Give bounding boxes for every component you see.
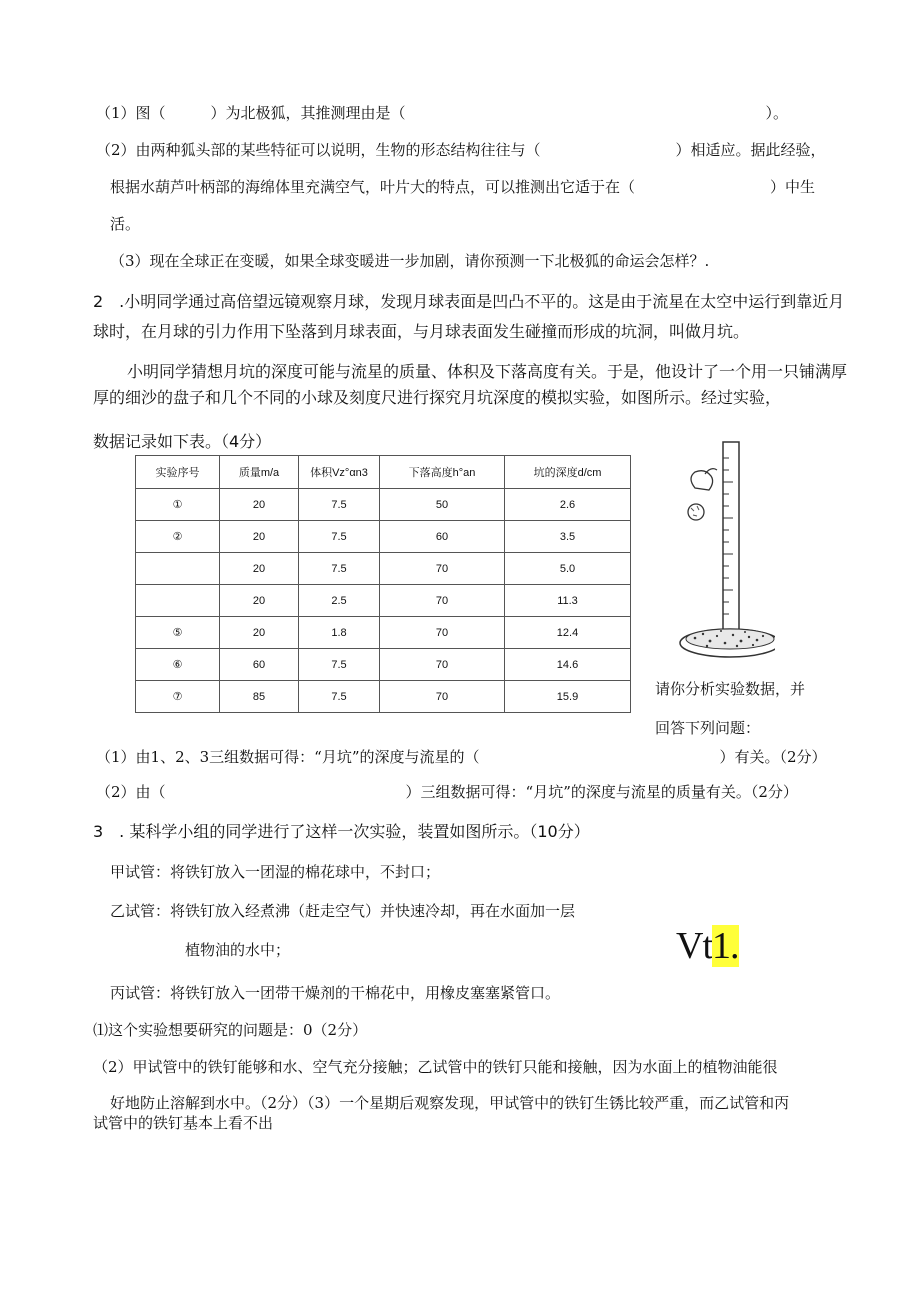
table-cell: 3.5	[505, 521, 631, 553]
table-row	[136, 553, 631, 585]
table-row	[136, 649, 631, 681]
q3-figure-label	[676, 925, 739, 967]
q2-intro-line1: 2 .小明同学通过高倍望远镜观察月球，发现月球表面是凹凸不平的。这是由于流星在太空中运行到靠近月	[93, 292, 845, 311]
q3-subquestion3-line2: 试管中的铁钉基本上看不出	[93, 1114, 274, 1132]
table-cell: 7.5	[299, 489, 380, 521]
hand-shape	[691, 471, 713, 490]
table-cell: 1.8	[299, 617, 380, 649]
q3-tube-yi-line2: 植物油的水中；	[185, 941, 291, 959]
table-cell: 7.5	[299, 521, 380, 553]
q2-intro-line5: 数据记录如下表。（4分）	[93, 432, 272, 451]
q1-part2-line2: 根据水葫芦叶柄部的海绵体里充满空气，叶片大的特点，可以推测出它适于在（ ）中生	[110, 178, 816, 196]
q2-side-text1: 请你分析实验数据，并	[655, 680, 806, 698]
meteor-crater-apparatus-figure	[665, 438, 775, 668]
header-cell: 下落高度h°an	[380, 456, 505, 489]
table-cell: 15.9	[505, 681, 631, 713]
q3-tube-yi: 乙试管：将铁钉放入经煮沸（赶走空气）并快速冷却，再在水面加一层	[110, 902, 576, 920]
q3-tube-jia: 甲试管：将铁钉放入一团湿的棉花球中，不封口；	[110, 863, 441, 881]
q3-subquestion1: ⑴这个实验想要研究的问题是：0（2分）	[93, 1021, 368, 1039]
table-cell: 60	[380, 521, 505, 553]
header-cell: 体积Vz°αn3	[299, 456, 380, 489]
table-cell: 70	[380, 617, 505, 649]
table-cell: 20	[220, 553, 299, 585]
table-cell: ②	[136, 521, 220, 553]
q3-title: 3 . 某科学小组的同学进行了这样一次实验，装置如图所示。（10分）	[93, 822, 590, 841]
table-cell: 70	[380, 553, 505, 585]
q3-subquestion2: （2）甲试管中的铁钉能够和水、空气充分接触；乙试管中的铁钉只能和接触，因为水面上的植物油能很	[93, 1058, 778, 1076]
q1-part3: （3）现在全球正在变暖，如果全球变暖进一步加剧，请你预测一下北极狐的命运会怎样？.	[110, 252, 710, 270]
table-cell: 20	[220, 585, 299, 617]
header-cell: 实验序号	[136, 456, 220, 489]
table-cell	[136, 585, 220, 617]
sand-surface	[686, 629, 774, 649]
table-cell: 70	[380, 585, 505, 617]
table-cell: 2.6	[505, 489, 631, 521]
table-cell: 7.5	[299, 649, 380, 681]
table-cell: 14.6	[505, 649, 631, 681]
table-cell: 2.5	[299, 585, 380, 617]
table-row	[136, 681, 631, 713]
q2-intro-line2: 球时，在月球的引力作用下坠落到月球表面，与月球表面发生碰撞而形成的坑洞，叫做月坑。	[93, 322, 750, 341]
figure-label-highlight: 1.	[712, 925, 739, 967]
q2-side-text2: 回答下列问题：	[655, 719, 761, 737]
q1-part2: （2）由两种狐头部的某些特征可以说明，生物的形态结构往往与（ ）相适应。据此经验，	[96, 141, 826, 159]
table-cell	[136, 553, 220, 585]
q2-intro-line4: 厚的细沙的盘子和几个不同的小球及刻度尺进行探究月坑深度的模拟实验，如图所示。经过实验，	[93, 388, 782, 407]
q1-part2-line3: 活。	[110, 215, 141, 233]
table-cell: 12.4	[505, 617, 631, 649]
q2-answer2: （2）由（ ）三组数据可得：“月坑”的深度与流星的质量有关。（2分）	[96, 783, 798, 801]
q2-intro-line3: 小明同学猜想月坑的深度可能与流星的质量、体积及下落高度有关。于是，他设计了一个用一只铺满厚	[127, 362, 848, 381]
table-row	[136, 489, 631, 521]
header-cell: 质量m/a	[220, 456, 299, 489]
table-cell: 11.3	[505, 585, 631, 617]
ball-shape	[688, 504, 704, 520]
table-cell: 20	[220, 521, 299, 553]
table-cell: 7.5	[299, 553, 380, 585]
table-cell: ⑤	[136, 617, 220, 649]
table-cell: 20	[220, 489, 299, 521]
table-row	[136, 617, 631, 649]
table-cell: 70	[380, 681, 505, 713]
table-cell: ⑦	[136, 681, 220, 713]
figure-label-text: Vt	[676, 925, 712, 967]
q1-part1: （1）图（ ）为北极狐，其推测理由是（ ）。	[96, 104, 789, 122]
header-cell: 坑的深度d/cm	[505, 456, 631, 489]
q3-tube-bing: 丙试管：将铁钉放入一团带干燥剂的干棉花中，用橡皮塞塞紧管口。	[110, 984, 561, 1002]
table-header-row	[136, 456, 631, 489]
table-cell: ⑥	[136, 649, 220, 681]
table-cell: 70	[380, 649, 505, 681]
table-row	[136, 585, 631, 617]
table-cell: 85	[220, 681, 299, 713]
q3-subquestion2-line2: 好地防止溶解到水中。（2分）（3）一个星期后观察发现，甲试管中的铁钉生锈比较严重，而乙试管和丙	[110, 1094, 790, 1112]
table-cell: 20	[220, 617, 299, 649]
table-cell: ①	[136, 489, 220, 521]
table-cell: 5.0	[505, 553, 631, 585]
table-cell: 7.5	[299, 681, 380, 713]
q2-answer1: （1）由1、2、3三组数据可得：“月坑”的深度与流星的（ ）有关。（2分）	[96, 748, 827, 766]
table-row	[136, 521, 631, 553]
table-cell: 50	[380, 489, 505, 521]
experiment-data-table	[135, 455, 631, 713]
table-cell: 60	[220, 649, 299, 681]
